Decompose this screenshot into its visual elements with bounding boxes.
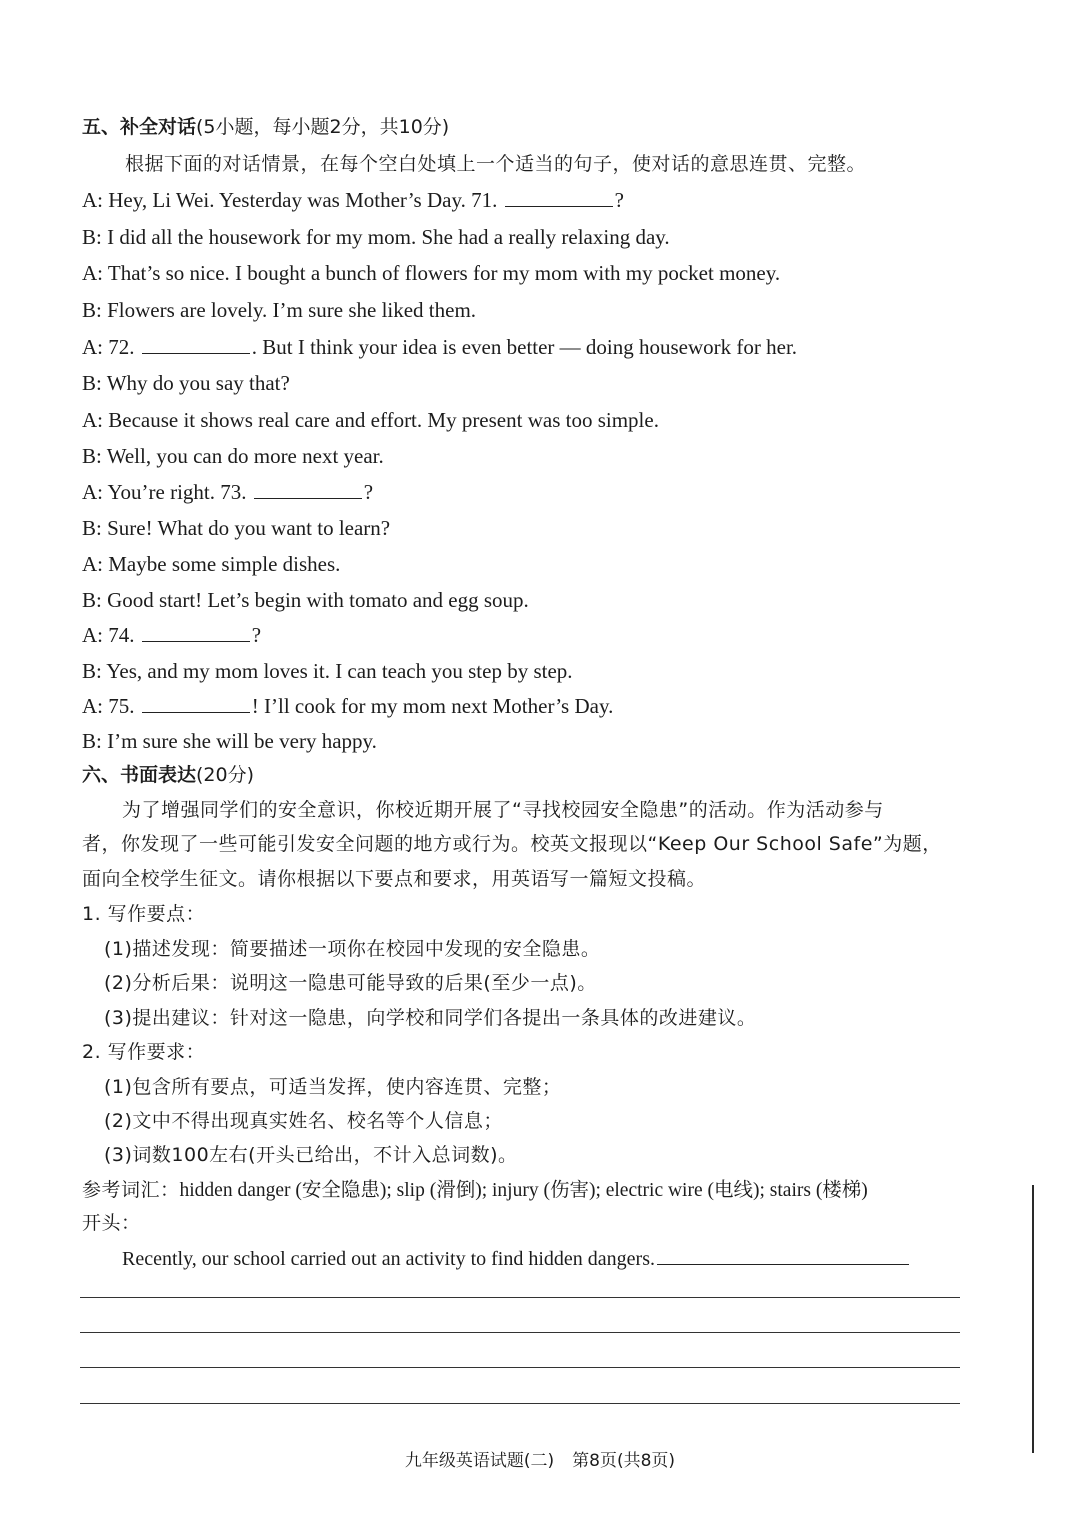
dialogue-line: B: Well, you can do more next year. [82,444,384,468]
page-footer [0,1446,1080,1471]
section-five-title-text: 五、补全对话 [82,116,197,138]
dialogue-text: A: You’re right. 73. [82,480,247,504]
writing-point: (2)分析后果：说明这一隐患可能导致的后果(至少一点)。 [104,972,597,994]
dialogue-text: A: 72. [82,335,135,359]
opening-sentence: Recently, our school carried out an activity to find hidden dangers. [122,1248,655,1270]
section-five-title [82,114,449,140]
dialogue-line-74 [82,622,261,648]
points-heading: 1. 写作要点： [82,903,206,925]
dialogue-line: B: Why do you say that? [82,371,290,395]
section-five-instruction: 根据下面的对话情景，在每个空白处填上一个适当的句子，使对话的意思连贯、完整。 [125,153,867,175]
writing-answer-line[interactable] [80,1297,960,1298]
section-five-title-note: (5小题，每小题2分，共10分) [196,116,450,138]
dialogue-line: B: Flowers are lovely. I’m sure she liked them. [82,298,477,322]
answer-blank-75[interactable] [142,694,250,713]
section-six-title-text: 六、书面表达 [82,764,197,786]
opening-sentence-line [122,1246,909,1272]
answer-blank-72[interactable] [142,335,250,354]
dialogue-line: B: I’m sure she will be very happy. [82,729,377,753]
dialogue-line-71 [82,187,624,213]
writing-requirement: (3)词数100左右(开头已给出，不计入总词数)。 [104,1144,518,1166]
dialogue-text: A: 74. [82,623,135,647]
writing-answer-line[interactable] [80,1367,960,1368]
section-six-title-note: (20分) [196,764,255,786]
dialogue-text: ? [363,480,374,504]
writing-answer-line[interactable] [80,1332,960,1333]
opening-label: 开头： [82,1212,141,1234]
writing-requirement: (2)文中不得出现真实姓名、校名等个人信息； [104,1110,503,1132]
dialogue-line: A: Because it shows real care and effort. My present was too simple. [82,408,659,432]
dialogue-text: A: 75. [82,694,135,718]
writing-point: (3)提出建议：针对这一隐患，向学校和同学们各提出一条具体的改进建议。 [104,1007,757,1029]
writing-intro-line: 者，你发现了一些可能引发安全问题的地方或行为。校英文报现以“Keep Our School Safe”为题， [82,833,942,855]
writing-answer-line[interactable] [80,1403,960,1404]
answer-blank-74[interactable] [142,623,250,642]
vocab-label: 参考词汇： [82,1179,180,1201]
page-number: 第8页(共8页) [572,1451,676,1471]
exam-name: 九年级英语试题(二) [404,1451,555,1471]
dialogue-text: ! I’ll cook for my mom next Mother’s Day. [251,694,614,718]
section-six-title [82,762,254,788]
requirements-heading: 2. 写作要求： [82,1041,206,1063]
reference-vocabulary [82,1177,868,1204]
dialogue-line-75 [82,693,613,719]
dialogue-line: B: Sure! What do you want to learn? [82,516,391,540]
dialogue-line: A: That’s so nice. I bought a bunch of flowers for my mom with my pocket money. [82,261,781,285]
dialogue-line-72 [82,334,797,360]
writing-intro-line: 面向全校学生征文。请你根据以下要点和要求，用英语写一篇短文投稿。 [82,868,707,890]
dialogue-line: B: I did all the housework for my mom. She had a really relaxing day. [82,225,670,249]
dialogue-line: A: Maybe some simple dishes. [82,552,341,576]
answer-line-first[interactable] [657,1246,909,1265]
dialogue-text: A: Hey, Li Wei. Yesterday was Mother’s Day. 71. [82,188,498,212]
vocab-list: hidden danger (安全隐患); slip (滑倒); injury (伤害); electric wire (电线); stairs (楼梯) [179,1180,868,1201]
margin-rule-line [1032,1185,1034,1453]
dialogue-text: . But I think your idea is even better — doing housework for her. [251,335,798,359]
writing-intro-line: 为了增强同学们的安全意识，你校近期开展了“寻找校园安全隐患”的活动。作为活动参与 [122,799,884,821]
dialogue-line: B: Good start! Let’s begin with tomato and egg soup. [82,588,529,612]
dialogue-text: ? [614,188,624,212]
answer-blank-71[interactable] [505,188,613,207]
dialogue-line: B: Yes, and my mom loves it. I can teach you step by step. [82,659,573,683]
writing-requirement: (1)包含所有要点，可适当发挥，使内容连贯、完整； [104,1076,562,1098]
dialogue-text: ? [251,623,262,647]
writing-point: (1)描述发现：简要描述一项你在校园中发现的安全隐患。 [104,938,601,960]
answer-blank-73[interactable] [254,480,362,499]
dialogue-line-73 [82,479,373,505]
